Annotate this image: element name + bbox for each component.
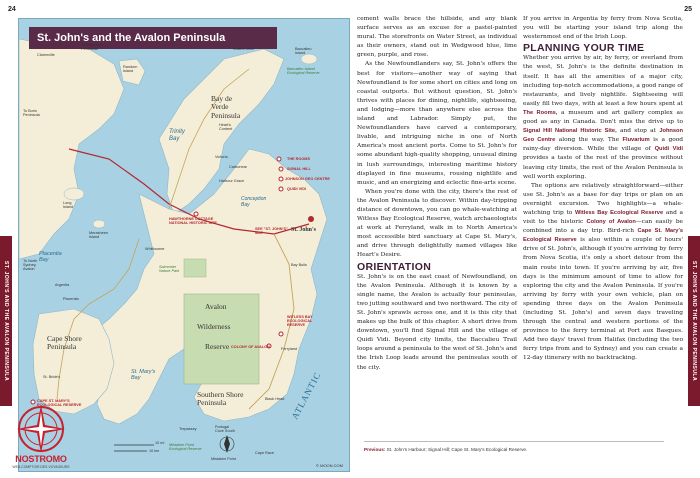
logo-name: NOSTROMO xyxy=(15,454,67,464)
caption-label: Previous: xyxy=(364,447,386,452)
map-label-clarenville: Clarenville xyxy=(37,53,55,57)
map-label-cape-st-marys: CAPE ST. MARY'S ECOLOGICAL RESERVE xyxy=(37,399,82,408)
map-label-bay-bulls: Bay Bulls xyxy=(291,263,307,267)
map-title: St. John's and the Avalon Peninsula xyxy=(29,27,277,49)
section-tab-label: ST. JOHN'S AND THE AVALON PENINSULA xyxy=(3,260,9,382)
paragraph: cement walls brace the hillside, and any blank surface serves as an excuse for a pastel-painted mural. The storefronts on Water Street, as individual as their owners, stand out in Wedgwood blue, lime green, purple, and rose. xyxy=(357,16,517,59)
map-label-hearts-content: Heart's Content xyxy=(219,123,233,132)
heading-orientation: ORIENTATION xyxy=(357,260,432,273)
map-label-wilderness: Wilderness xyxy=(197,322,231,331)
highlight-johnson-geo: Johnson Geo Centre xyxy=(523,128,684,144)
map-label-argentia: Argentia xyxy=(55,283,70,287)
map-label-signal-hill: SIGNAL HILL xyxy=(287,167,311,171)
map-copyright: © MOON.COM xyxy=(316,463,343,468)
map-label-grates-cove: Grates Cove xyxy=(233,47,255,51)
text-column-1 xyxy=(357,15,517,373)
page-number-right: 25 xyxy=(684,6,692,13)
highlight-quidi-vidi: Quidi Vidi xyxy=(654,146,683,153)
map-label-baccalieu-reserve: Baccalieu Island Ecological Reserve xyxy=(287,67,320,76)
paragraph-planning xyxy=(523,54,683,181)
text-run: and a visit to the historic xyxy=(523,209,683,226)
map-label-see-st-johns: SEE "ST. JOHN'S" MAP xyxy=(255,227,288,236)
map-label-conception-bay: Conception Bay xyxy=(241,196,267,208)
map-label-witless-bay: WITLESS BAY ECOLOGICAL RESERVE xyxy=(287,315,313,328)
map-label-portugal-cove: Portugal Cove South xyxy=(215,425,235,434)
text-run: Whether you arrive by air, by ferry, or overland from the west, St. John's is the definite destination in itself. It has all the amenities of a major city, including top-notch accommodations, a good range of restaurants, and lively nightlife. Sightseeing will easily fill two days, with at least a few hours spent at xyxy=(523,55,683,107)
map-label-reserve: Reserve xyxy=(205,342,230,351)
text-column-2 xyxy=(523,15,683,364)
map-label-scale-km: 10 km xyxy=(149,449,160,453)
map-label-salmonier: Salmonier Nature Park xyxy=(159,265,180,274)
logo-tagline: WEB-COMPTOIR DES VOYAGEURS xyxy=(12,465,70,469)
text-run: is a good rainy-day diversion. While the village of xyxy=(523,137,683,153)
map-label-baccalieu-island: Baccalieu Island xyxy=(295,47,312,56)
map-label-bay-de-verde: Bay de Verde Peninsula xyxy=(211,94,241,120)
text-run: provides a taste of the rest of the province without leaving city limits, the rest of the Avalon Peninsula is well worth exploring. xyxy=(523,155,683,180)
paragraph: When you're done with the city, there's the rest of the Avalon Peninsula to discover. Within day-tripping distance of downtown, you can go whale-watching at Witless Bay Ecological Reserve, watch archaeologists at work at Ferryland, walk in to North America's most accessible bird sanctuary at Cape St. Mary's, and drive through delightfully named villages like Heart's Desire. xyxy=(357,188,517,259)
map-label-hawthorne: HAWTHORNE COTTAGE NATIONAL HISTORIC SITE xyxy=(169,217,217,226)
map-label-carbonear: Carbonear xyxy=(229,165,247,169)
map-label-cape-race: Cape Race xyxy=(255,451,274,455)
map-label-cape-shore: Cape Shore Peninsula xyxy=(47,334,82,352)
text-run: along the way. The xyxy=(555,137,623,144)
text-run: The options are relatively straightforward—either use St. John's as a base for day trips or plan on an overnight excursion. Two highlights—a whale-watching trip to xyxy=(523,182,683,216)
map-label-to-bonavista: To Bonavista Peninsula xyxy=(81,43,103,52)
text-run: is also within a couple of hours' drive of St. John's, although if you're arriving by ferry from Nova Scotia, it's only a short detour from the main route into town. If you're arriving by air, five days is the minimum amount of time to allow for exploring the city and the Avalon Peninsula. If you're arriving by ferry with your own vehicle, plan on spending three days on the Avalon Peninsula (including St. John's) and seven days traveling through the central and western portions of the province to the ferry terminal at Port aux Basques. Add two days' travel from Halifax (including the two ferry trips from and to Sydney) and you can create a 12-day itinerary with no backtracking. xyxy=(523,237,683,362)
map-label-victoria: Victoria xyxy=(215,155,228,159)
paragraph: If you arrive in Argentia by ferry from Nova Scotia, you will be starting your island trip along the westernmost end of the Irish Loop. xyxy=(523,16,683,41)
paragraph-options xyxy=(523,182,683,364)
map-label-placentia: Placentia xyxy=(63,297,79,301)
map-label-quidi-vidi: QUIDI VIDI xyxy=(287,187,306,191)
map-label-ferryland: Ferryland xyxy=(281,347,298,351)
map-label-st-brides: St. Bride's xyxy=(43,375,61,379)
map-label-johnson-geo: JOHNSON GEO CENTRE xyxy=(285,177,330,181)
map-label-mistaken-point: Mistaken Point Ecological Reserve xyxy=(169,443,202,452)
highlight-fluvarium: Fluvarium xyxy=(622,137,650,144)
map-label-trinity-bay: Trinity Bay xyxy=(169,129,185,142)
heading-planning: PLANNING YOUR TIME xyxy=(523,42,645,55)
map-label-harbour-grace: Harbour Grace xyxy=(219,179,245,183)
map-label-placentia-bay: Placentia Bay xyxy=(39,251,62,264)
map-label-scale-mi: 10 mi xyxy=(155,441,165,445)
map-label-merasheen: Merasheen Island xyxy=(89,231,108,240)
paragraph: As the Newfoundlanders say, St. John's offers the best for visitors—another way of saying that Newfoundland is for some short on cities and long on coastal outports. But without question, St. John's thrives with places for dining, nightlife, sightseeing, and lodging—more than anywhere else across the island and Labrador. Simply put, the Newfoundlanders have carved a contemporary, livable, and intriguing niche in one of North America's most ancient ports. Come to St. John's for some abundant high-quality shopping, unusual dining in lush surroundings, interesting maritime history displayed in fine museums, rousing nightlife and music, and an energizing and eclectic fine-arts scene. xyxy=(357,61,517,186)
paragraph: St. John's is on the east coast of Newfoundland, on the Avalon Peninsula. Although it is known by a single name, the Avalon is actually four peninsulas, two jutting southward and two northward. The city of St. John's sprawls across one, and it is this city that makes up the bulk of this chapter. A short drive from downtown, you'll find Signal Hill and the village of Quidi Vidi. Beyond city limits, the Baccalieu Trail loops around a peninsula to the west of St. John's and the Irish Loop leads around the peninsulas south of the city. xyxy=(357,273,517,371)
caption-text: St. John's Harbour; Signal Hill; Cape St. Mary's Ecological Reserve. xyxy=(385,447,528,452)
section-tab-left xyxy=(0,236,12,406)
highlight-colony-of-avalon: Colony of Avalon xyxy=(586,219,636,226)
highlight-signal-hill: Signal Hill National Historic Site, xyxy=(523,128,617,135)
map-label-to-north-sydney: To North Sydney, Avalon xyxy=(23,259,38,272)
map-label-st-marys-bay: St. Mary's Bay xyxy=(131,369,156,382)
map-label-long-island: Long Island xyxy=(63,201,74,210)
highlight-the-rooms: The Rooms, xyxy=(523,109,558,116)
map-label-atlantic: ATLANTIC xyxy=(289,370,323,421)
highlight-witless-bay: Witless Bay Ecological Reserve xyxy=(574,209,664,216)
map-label-avalon: Avalon xyxy=(205,302,227,311)
map-label-trepassey: Trepassey xyxy=(179,427,197,431)
map-label-southern-shore: Southern Shore Peninsula xyxy=(197,390,244,408)
map-label-to-burin: To Burin Peninsula xyxy=(23,109,40,118)
page-number-left: 24 xyxy=(8,6,16,13)
text-run: and stop at xyxy=(616,128,660,135)
map-label-colony: COLONY OF AVALON xyxy=(231,345,270,349)
section-tab-label: ST. JOHN'S AND THE AVALON PENINSULA xyxy=(691,260,697,382)
map-label-black-head: Black Head xyxy=(265,397,285,401)
map-label-whitbourne: Whitbourne xyxy=(145,247,165,251)
map-label-mistaken-point-town: Mistaken Point xyxy=(211,457,236,461)
text-run: a museum and art gallery complex as good as any in Canada. Don't miss the drive up to xyxy=(523,109,683,126)
text-run: —can easily be combined into a day trip. Bird-rich xyxy=(523,219,684,235)
photo-caption xyxy=(364,441,664,452)
section-tab-right xyxy=(688,236,700,406)
map-label-st-johns: St. John's xyxy=(291,227,317,233)
map-label-random-island: Random Island xyxy=(123,65,138,74)
highlight-cape-st-marys: Cape St. Mary's Ecological Reserve xyxy=(523,228,683,244)
map-label-the-rooms: THE ROOMS xyxy=(287,157,310,161)
